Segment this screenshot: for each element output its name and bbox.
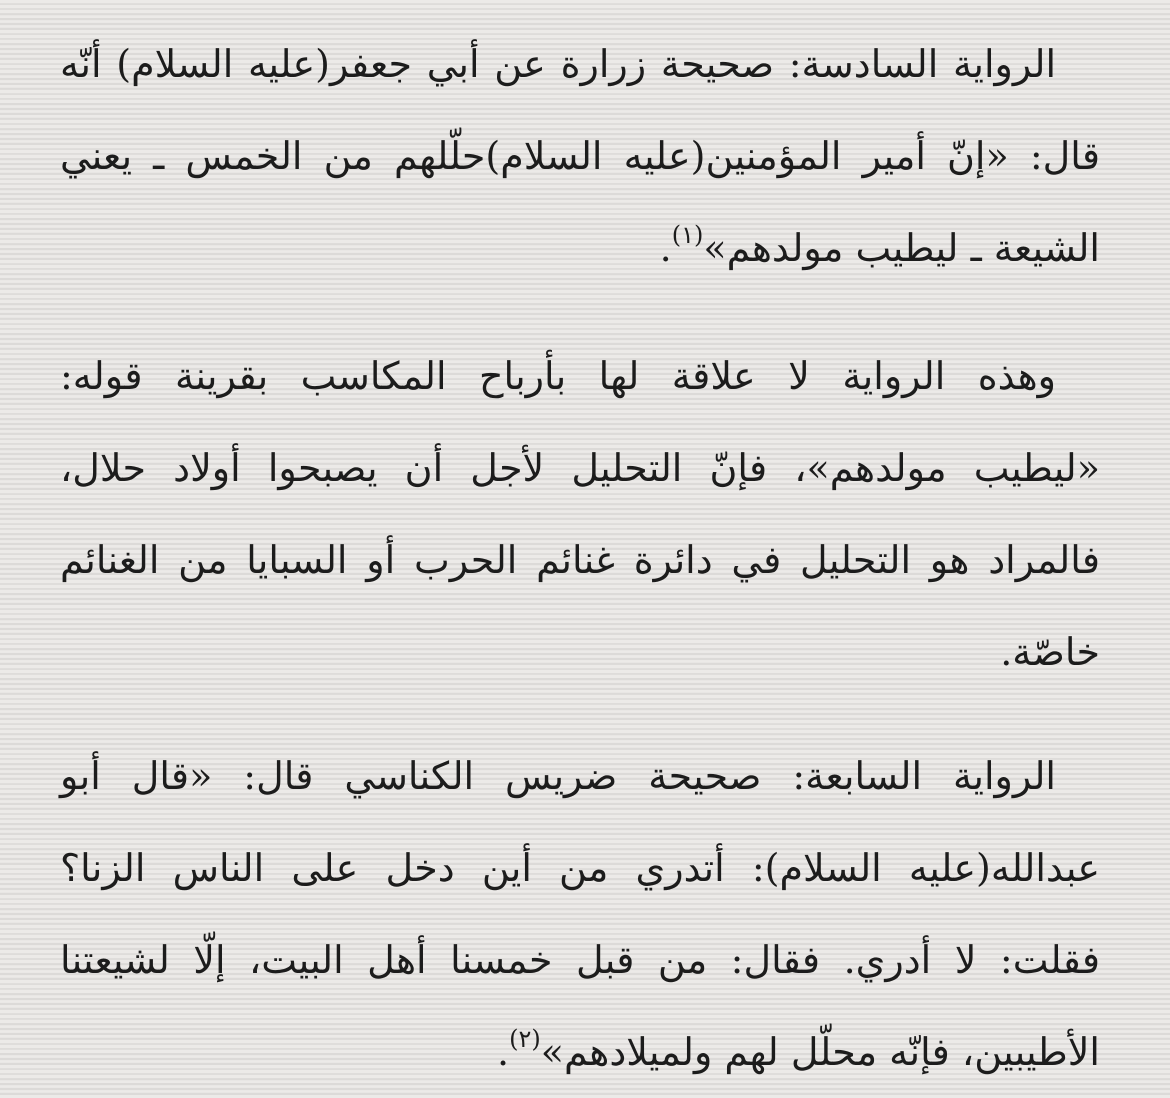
text-line: الرواية السادسة: صحيحة زرارة عن أبي جعفر(عليه السلام) أنّه (60, 42, 1056, 86)
text-line: فقلت: لا أدري. فقال: من قبل خمسنا أهل البيت، إلّا لشيعتنا (60, 938, 1100, 982)
paragraph-narration-seven (60, 730, 1100, 1098)
text-line: وهذه الرواية لا علاقة لها بأرباح المكاسب بقرينة قوله: (60, 354, 1056, 398)
text-line-last (60, 1006, 1100, 1098)
sentence-end: . (497, 1030, 510, 1074)
sentence-end: . (659, 226, 672, 270)
text-line: الرواية السابعة: صحيحة ضريس الكناسي قال: «قال أبو (60, 754, 1056, 798)
text-line-last (60, 202, 1100, 294)
footnote-marker: (١) (671, 221, 704, 249)
text-line: فالمراد هو التحليل في دائرة غنائم الحرب أو السبايا من الغنائم (60, 538, 1100, 582)
paragraph-narration-six (60, 18, 1100, 294)
text-line: «ليطيب مولدهم»، فإنّ التحليل لأجل أن يصبحوا أولاد حلال، (60, 446, 1100, 490)
text-line-content: الأطيبين، فإنّه محلّل لهم ولميلادهم» (540, 1030, 1100, 1074)
text-line-content: الشيعة ـ ليطيب مولدهم» (703, 226, 1100, 270)
text-line: عبدالله(عليه السلام): أتدري من أين دخل على الناس الزنا؟ (60, 846, 1100, 890)
text-line: قال: «إنّ أمير المؤمنين(عليه السلام)حلّلهم من الخمس ـ يعني (60, 134, 1100, 178)
footnote-marker: (٢) (509, 1025, 541, 1053)
text-line-last: خاصّة. (1000, 630, 1100, 674)
paragraph-commentary (60, 330, 1100, 698)
